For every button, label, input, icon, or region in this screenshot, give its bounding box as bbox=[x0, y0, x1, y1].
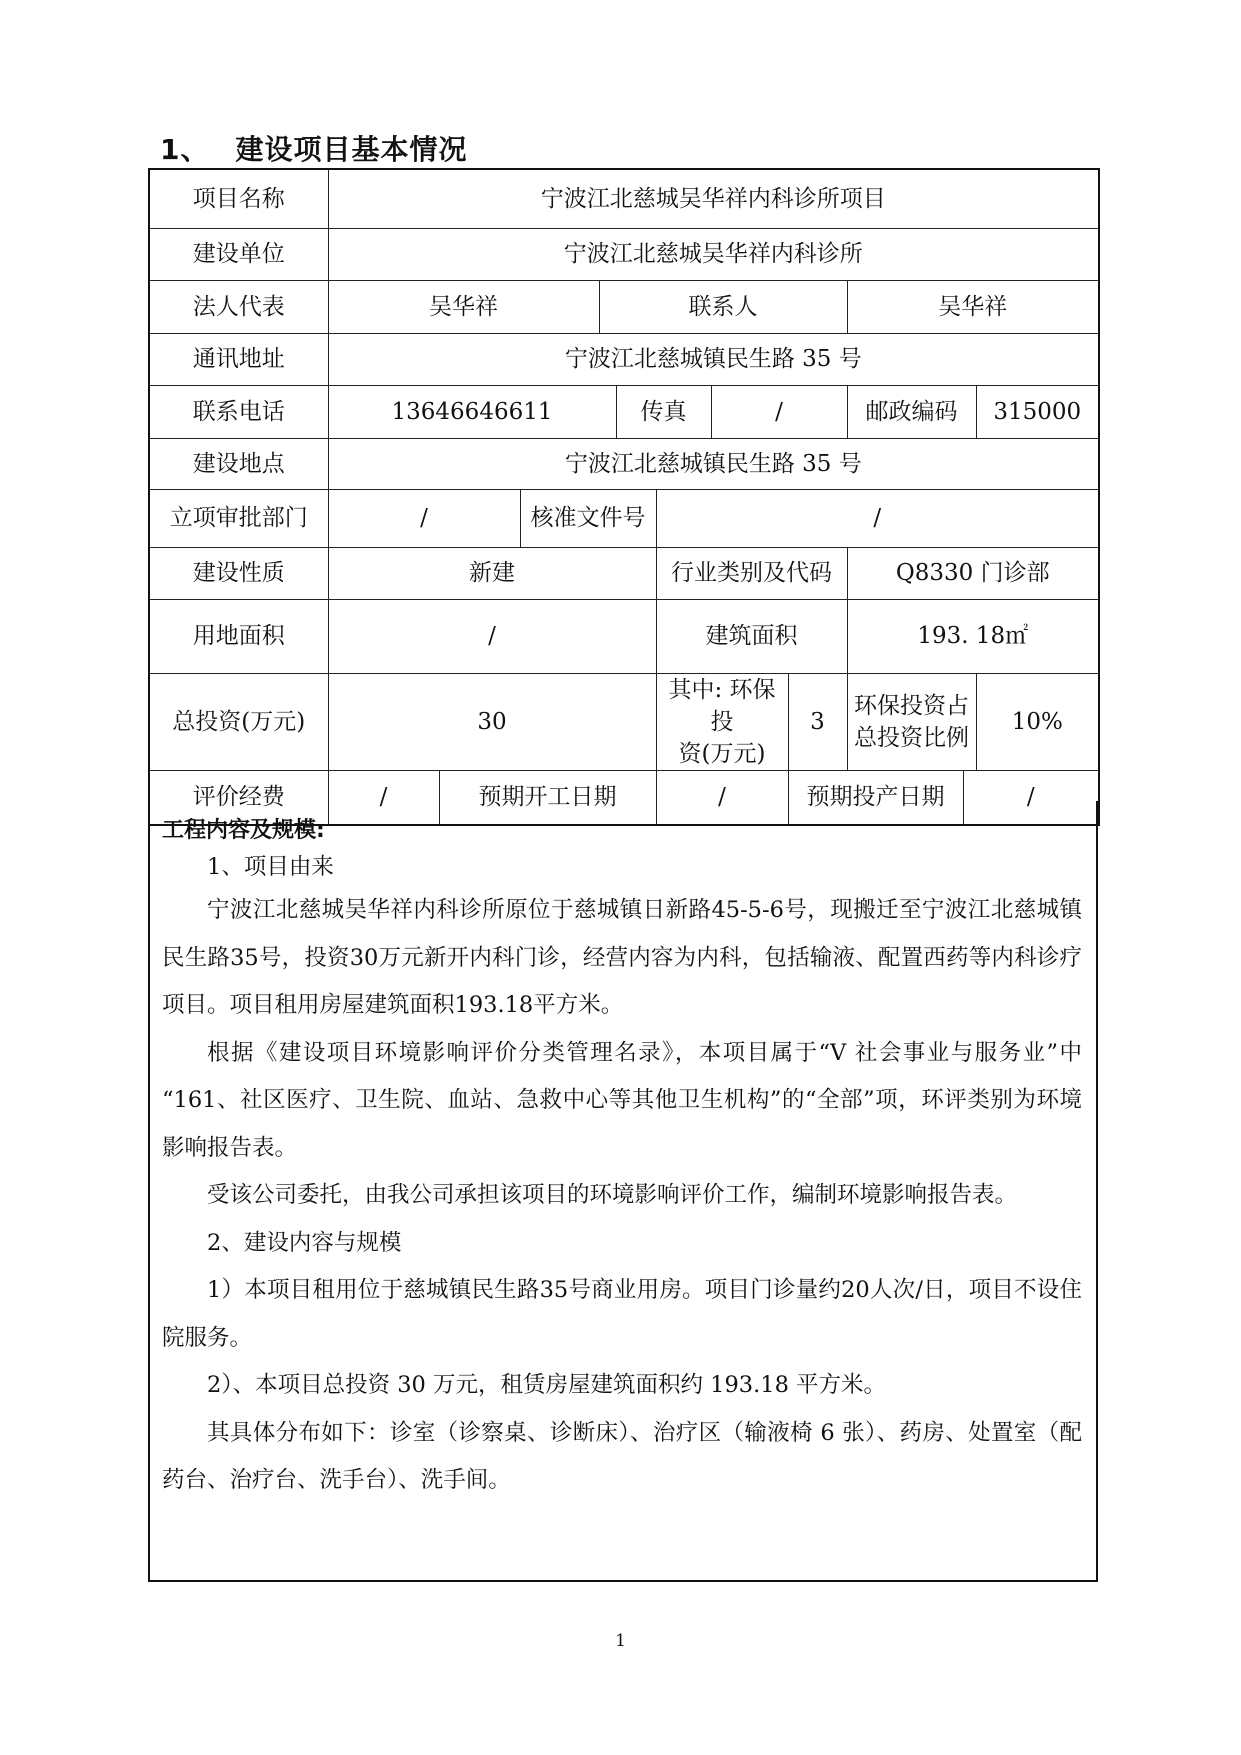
content-title: 工程内容及规模: bbox=[162, 818, 325, 843]
project-info-table bbox=[148, 168, 1100, 826]
value-cell: 193. 18㎡ bbox=[847, 599, 1099, 673]
env-ratio-label-line: 总投资比例 bbox=[854, 724, 969, 751]
env-invest-label-line: 其中: 环保投 bbox=[668, 676, 776, 735]
page-number: 1 bbox=[615, 1631, 626, 1651]
value-cell: / bbox=[656, 770, 788, 825]
label-cell: 通讯地址 bbox=[149, 333, 328, 385]
value-cell: / bbox=[328, 599, 656, 673]
label-cell: 项目名称 bbox=[149, 169, 328, 228]
content-paragraph: 1）本项目租用位于慈城镇民生路35号商业用房。项目门诊量约20人次/日，项目不设住院服务。 bbox=[162, 1277, 1082, 1351]
value-cell: 宁波江北慈城吴华祥内科诊所 bbox=[328, 228, 1099, 280]
section-title: 建设项目基本情况 bbox=[235, 133, 468, 166]
table-row bbox=[149, 489, 1099, 547]
content-paragraph: 其具体分布如下：诊室（诊察桌、诊断床）、治疗区（输液椅 6 张）、药房、处置室（配药台、治疗台、洗手台）、洗手间。 bbox=[162, 1419, 1082, 1493]
section-number: 1、 bbox=[160, 133, 210, 166]
content-paragraph: 宁波江北慈城吴华祥内科诊所原位于慈城镇日新路45-5-6号，现搬迁至宁波江北慈城镇民生路35号，投资30万元新开内科门诊，经营内容为内科，包括输液、配置西药等内科诊疗项目。项目租用房屋建筑面积193.18平方米。 bbox=[162, 897, 1082, 1018]
value-cell: / bbox=[328, 770, 439, 825]
env-invest-label-line: 资(万元) bbox=[678, 740, 766, 767]
value-cell: 315000 bbox=[976, 385, 1099, 438]
section-heading bbox=[160, 128, 468, 168]
table-row bbox=[149, 438, 1099, 489]
label-cell: 用地面积 bbox=[149, 599, 328, 673]
label-cell bbox=[656, 673, 788, 770]
content-paragraph: 1、项目由来 bbox=[207, 854, 334, 880]
label-cell: 建设地点 bbox=[149, 438, 328, 489]
value-cell: / bbox=[963, 770, 1099, 825]
value-cell: 10% bbox=[976, 673, 1099, 770]
label-cell: 传真 bbox=[616, 385, 711, 438]
table-row bbox=[149, 599, 1099, 673]
label-cell: 核准文件号 bbox=[520, 489, 656, 547]
value-cell: 3 bbox=[788, 673, 847, 770]
value-cell: 宁波江北慈城吴华祥内科诊所项目 bbox=[328, 169, 1099, 228]
value-cell: Q8330 门诊部 bbox=[847, 547, 1099, 599]
content-paragraph: 受该公司委托，由我公司承担该项目的环境影响评价工作，编制环境影响报告表。 bbox=[207, 1182, 1018, 1208]
content-paragraph: 根据《建设项目环境影响评价分类管理名录》，本项目属于“V 社会事业与服务业”中 “161、社区医疗、卫生院、血站、急救中心等其他卫生机构”的“全部”项，环评类别为环境影响报告表。 bbox=[162, 1039, 1082, 1161]
table-row bbox=[149, 333, 1099, 385]
project-content-box bbox=[148, 801, 1098, 1582]
value-cell: 吴华祥 bbox=[328, 280, 599, 333]
value-cell: 13646646611 bbox=[328, 385, 616, 438]
label-cell: 预期投产日期 bbox=[788, 770, 963, 825]
label-cell: 评价经费 bbox=[149, 770, 328, 825]
label-cell: 行业类别及代码 bbox=[656, 547, 847, 599]
label-cell: 法人代表 bbox=[149, 280, 328, 333]
value-cell: 吴华祥 bbox=[847, 280, 1099, 333]
value-cell: / bbox=[656, 489, 1099, 547]
label-cell: 建设单位 bbox=[149, 228, 328, 280]
label-cell: 联系电话 bbox=[149, 385, 328, 438]
value-cell: 新建 bbox=[328, 547, 656, 599]
value-cell: 宁波江北慈城镇民生路 35 号 bbox=[328, 438, 1099, 489]
value-cell: 30 bbox=[328, 673, 656, 770]
table-row bbox=[149, 228, 1099, 280]
content-paragraph: 2）、本项目总投资 30 万元，租赁房屋建筑面积约 193.18 平方米。 bbox=[207, 1372, 887, 1398]
content-paragraph: 2、建设内容与规模 bbox=[207, 1229, 402, 1256]
env-ratio-label-line: 环保投资占 bbox=[854, 692, 969, 719]
value-cell: 宁波江北慈城镇民生路 35 号 bbox=[328, 333, 1099, 385]
label-cell: 建设性质 bbox=[149, 547, 328, 599]
label-cell bbox=[847, 673, 976, 770]
table-row bbox=[149, 280, 1099, 333]
table-row bbox=[149, 385, 1099, 438]
label-cell: 邮政编码 bbox=[847, 385, 976, 438]
table-row bbox=[149, 169, 1099, 228]
value-cell: / bbox=[711, 385, 847, 438]
label-cell: 立项审批部门 bbox=[149, 489, 328, 547]
label-cell: 联系人 bbox=[599, 280, 847, 333]
table-row bbox=[149, 673, 1099, 770]
label-cell: 建筑面积 bbox=[656, 599, 847, 673]
label-cell: 总投资(万元) bbox=[149, 673, 328, 770]
table-row bbox=[149, 547, 1099, 599]
label-cell: 预期开工日期 bbox=[439, 770, 656, 825]
value-cell: / bbox=[328, 489, 520, 547]
